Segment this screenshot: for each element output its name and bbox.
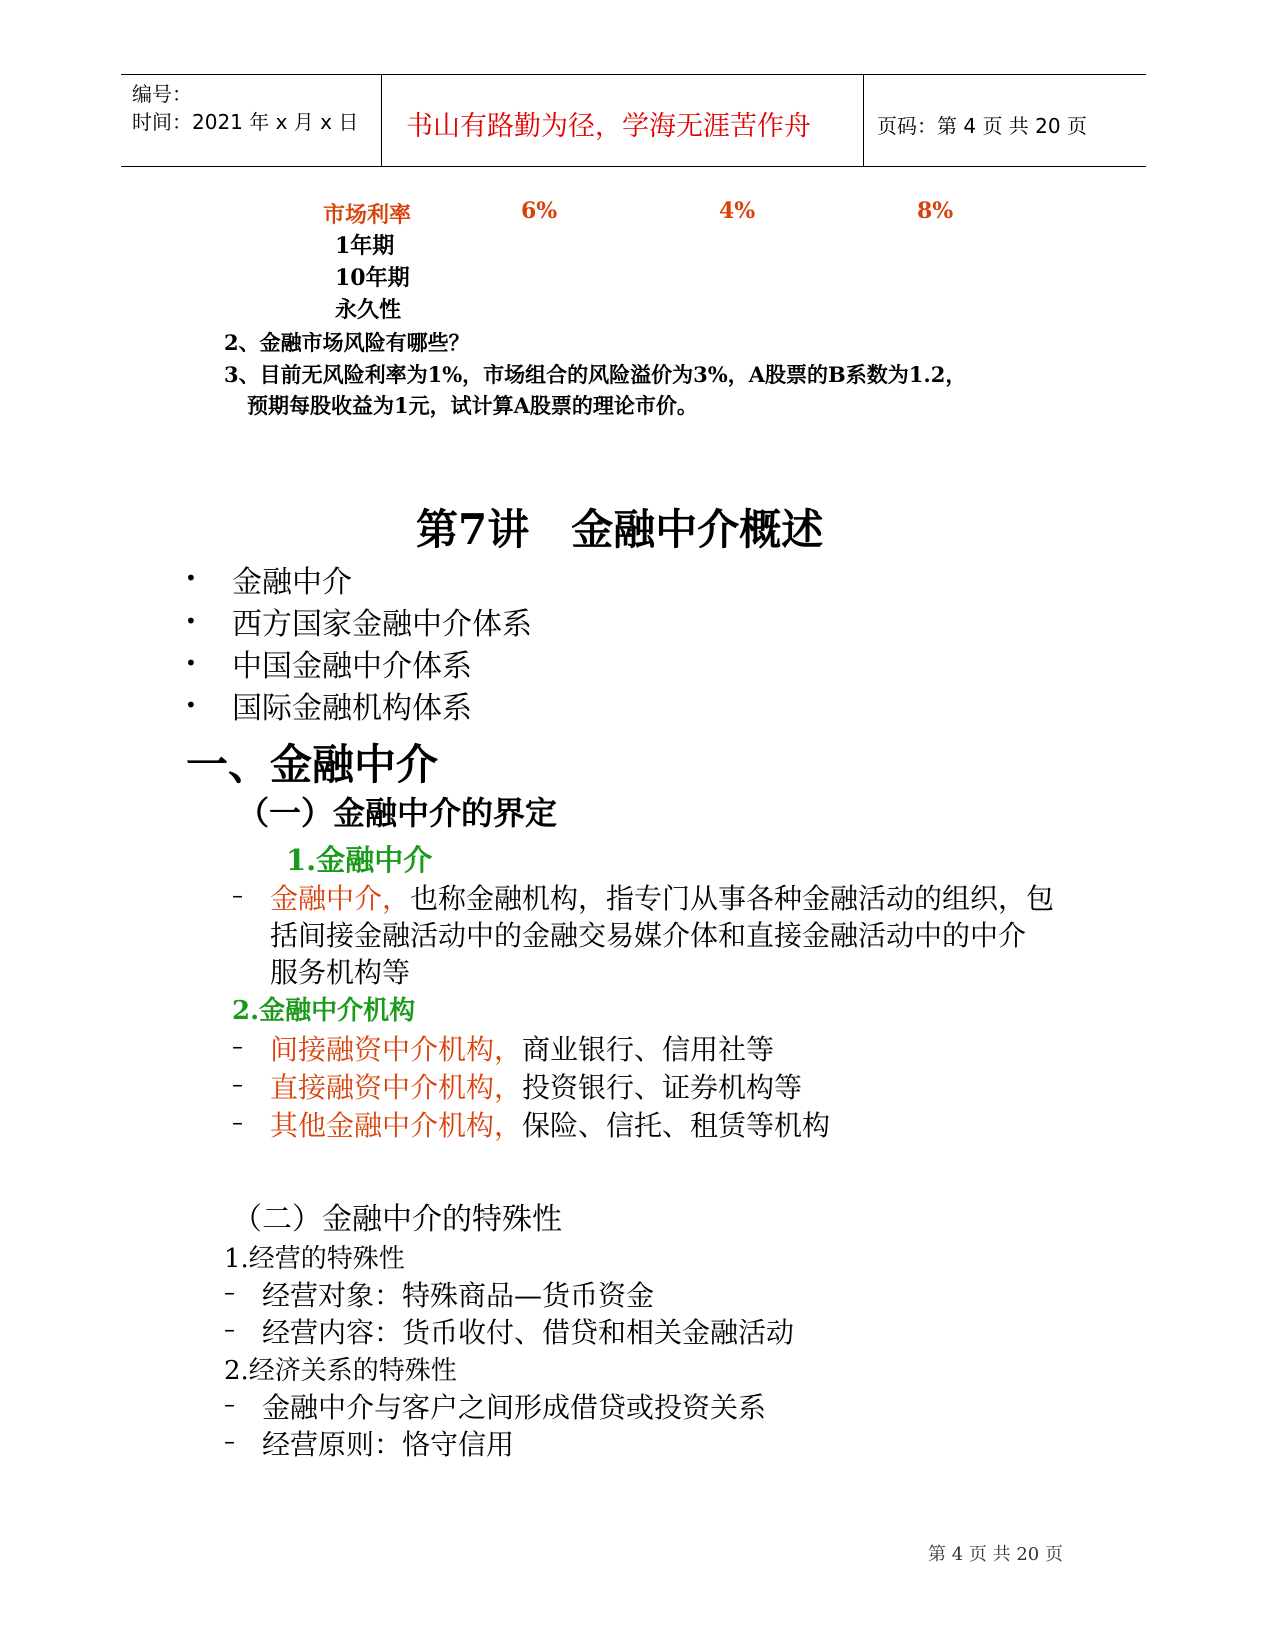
institution-line <box>270 1028 774 1068</box>
rate-row-label: 永久性 <box>335 297 402 323</box>
special-item: 经营原则：恪守信用 <box>262 1428 515 1461</box>
institution-term: 间接融资中介机构， <box>270 1033 523 1066</box>
rate-value: 6% <box>521 198 558 224</box>
outline-item: 金融中介 <box>232 565 352 600</box>
question-3-line2: 预期每股收益为1元，试计算A股票的理论市价。 <box>247 393 698 418</box>
header-time-label: 时间：2021 年 x 月 x 日 <box>132 110 359 134</box>
definition-line <box>270 877 1054 917</box>
institution-desc: 投资银行、证券机构等 <box>522 1071 803 1104</box>
lecture-title: 第7讲 金融中介概述 <box>416 505 824 554</box>
definition-term: 金融中介， <box>270 882 411 915</box>
dash-icon: – <box>224 1281 235 1306</box>
header-divider-right <box>863 74 864 167</box>
definition-line: 服务机构等 <box>270 956 411 989</box>
rate-row-label: 10年期 <box>335 265 410 291</box>
institution-line <box>270 1066 802 1106</box>
point-title: 1.金融中介 <box>286 843 433 877</box>
header-page-info: 页码：第 4 页 共 20 页 <box>877 114 1087 138</box>
point-title: 2.金融中介机构 <box>232 996 416 1026</box>
special-title: 1.经营的特殊性 <box>224 1244 405 1274</box>
rate-value: 8% <box>917 198 954 224</box>
institution-desc: 保险、信托、租赁等机构 <box>522 1109 831 1142</box>
special-item: 金融中介与客户之间形成借贷或投资关系 <box>262 1391 767 1424</box>
header-top-rule <box>121 74 1146 75</box>
section-heading: 一、金融中介 <box>186 740 439 789</box>
outline-item: 国际金融机构体系 <box>232 691 472 726</box>
institution-line <box>270 1104 830 1144</box>
special-title: 2.经济关系的特殊性 <box>224 1356 457 1386</box>
definition-line: 括间接金融活动中的金融交易媒介体和直接金融活动中的中介 <box>270 919 1027 952</box>
rate-table-label: 市场利率 <box>323 202 412 228</box>
question-3-line1: 3、目前无风险利率为1%，市场组合的风险溢价为3%，A股票的B系数为1.2， <box>224 362 967 387</box>
subsection-heading: （一）金融中介的界定 <box>237 794 558 832</box>
outline-item: 中国金融中介体系 <box>232 649 472 684</box>
institution-desc: 商业银行、信用社等 <box>522 1033 775 1066</box>
header-number-label: 编号： <box>132 82 192 106</box>
bullet-icon: • <box>185 566 197 590</box>
dash-icon: – <box>224 1318 235 1343</box>
header-bottom-rule <box>121 166 1146 167</box>
header-divider-left <box>381 74 382 167</box>
bullet-icon: • <box>185 609 197 633</box>
bullet-icon: • <box>185 693 197 717</box>
dash-icon: – <box>224 1393 235 1418</box>
outline-item: 西方国家金融中介体系 <box>232 607 532 642</box>
institution-term: 其他金融中介机构， <box>270 1109 523 1142</box>
bullet-icon: • <box>185 651 197 675</box>
subsection-heading: （二）金融中介的特殊性 <box>232 1202 562 1237</box>
special-item: 经营对象：特殊商品—货币资金 <box>262 1279 655 1312</box>
header-motto: 书山有路勤为径，学海无涯苦作舟 <box>406 111 811 142</box>
dash-icon: – <box>224 1430 235 1455</box>
page-footer: 第 4 页 共 20 页 <box>928 1544 1063 1565</box>
rate-row-label: 1年期 <box>335 233 395 259</box>
dash-icon: – <box>232 884 243 909</box>
question-2: 2、金融市场风险有哪些？ <box>224 330 470 355</box>
special-item: 经营内容：货币收付、借贷和相关金融活动 <box>262 1316 795 1349</box>
dash-icon: – <box>232 1035 243 1060</box>
dash-icon: – <box>232 1073 243 1098</box>
dash-icon: – <box>232 1111 243 1136</box>
institution-term: 直接融资中介机构， <box>270 1071 523 1104</box>
rate-value: 4% <box>719 198 756 224</box>
definition-text: 也称金融机构，指专门从事各种金融活动的组织，包 <box>410 882 1055 915</box>
